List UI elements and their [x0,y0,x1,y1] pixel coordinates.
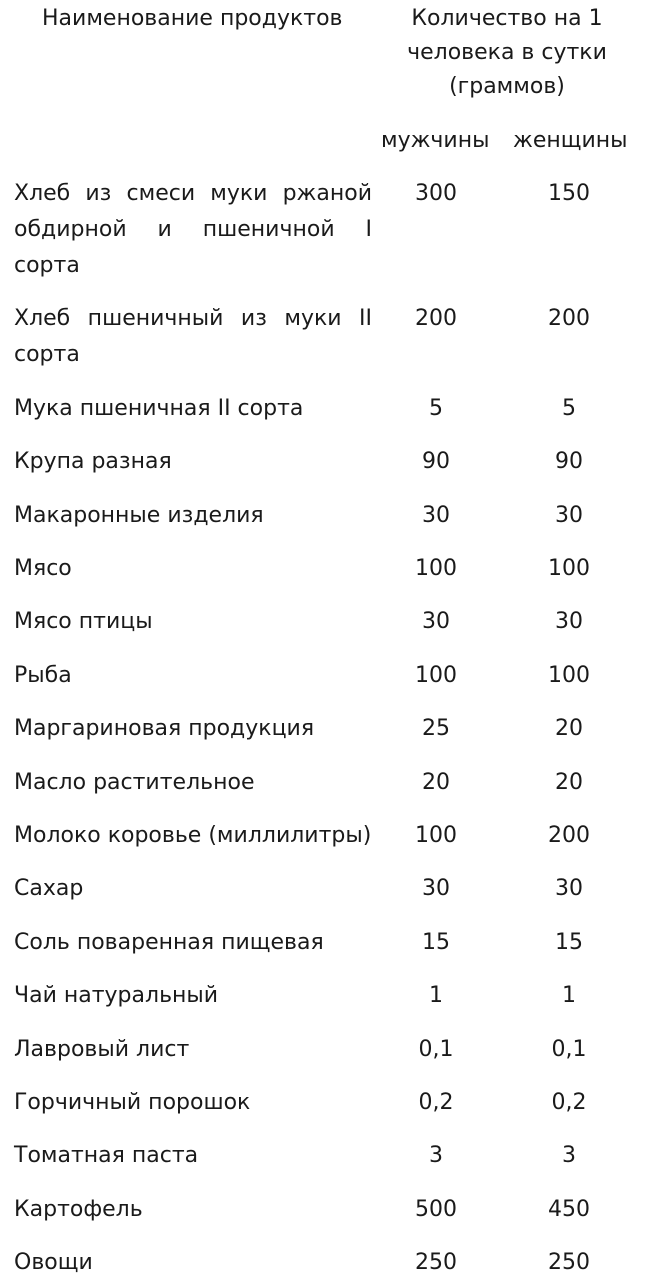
table-row [0,1192,651,1228]
product-name: Томатная паста [14,1143,199,1169]
product-name: Масло растительное [14,769,255,795]
women-quantity: 30 [555,502,583,528]
product-name: Чай натуральный [14,983,219,1009]
men-quantity: 200 [415,306,457,332]
men-quantity: 30 [422,502,450,528]
table-row [0,604,651,640]
men-quantity: 90 [422,449,450,475]
header-product-name: Наименование продуктов [42,6,343,31]
men-quantity: 3 [429,1143,443,1169]
header-quantity-per-person: Количество на 1 человека в сутки (граммов) [407,6,607,99]
women-quantity: 250 [548,1250,590,1276]
product-name: Горчичный порошок [14,1090,251,1115]
table-row [0,765,651,801]
men-quantity: 30 [422,876,450,902]
table-row [0,1032,651,1068]
product-name: Молоко коровье (миллилитры) [14,823,372,848]
product-name: Лавровый лист [14,1036,190,1062]
table-row [0,301,651,373]
women-quantity: 100 [548,662,590,688]
men-quantity: 100 [415,662,457,688]
men-quantity: 30 [422,609,450,635]
women-quantity: 15 [555,929,583,955]
women-quantity: 0,1 [551,1036,587,1062]
product-name: Мука пшеничная II сорта [14,395,304,421]
product-name: Картофель [14,1196,143,1222]
product-name: Овощи [14,1250,93,1276]
women-quantity: 30 [555,609,583,635]
women-quantity: 200 [548,306,590,332]
product-name: Крупа разная [14,449,172,475]
men-quantity: 0,2 [418,1090,454,1115]
table-row [0,1138,651,1174]
header-men: мужчины [381,128,490,153]
women-quantity: 3 [562,1143,576,1169]
table-row [0,391,651,427]
women-quantity: 30 [555,876,583,902]
table-row [0,818,651,854]
women-quantity: 150 [548,181,590,206]
product-name: Мясо [14,556,72,581]
women-quantity: 90 [555,449,583,475]
product-name: Маргариновая продукция [14,716,315,742]
women-quantity: 5 [562,395,576,421]
men-quantity: 100 [415,556,457,581]
women-quantity: 450 [548,1196,590,1222]
table-row [0,925,651,961]
men-quantity: 1 [429,983,443,1009]
men-quantity: 20 [422,769,450,795]
table-row [0,498,651,534]
table-row [0,444,651,480]
product-name: Хлеб из смеси муки ржаной обдирной и пшеничной I сорта [14,181,372,278]
women-quantity: 20 [555,716,583,742]
women-quantity: 0,2 [551,1090,587,1115]
men-quantity: 100 [415,823,457,848]
men-quantity: 25 [422,716,450,742]
header-women: женщины [513,128,628,153]
men-quantity: 15 [422,929,450,955]
men-quantity: 5 [429,395,443,421]
women-quantity: 200 [548,823,590,848]
men-quantity: 250 [415,1250,457,1276]
product-name: Сахар [14,876,84,902]
women-quantity: 100 [548,556,590,581]
product-name: Мясо птицы [14,609,153,635]
product-name: Рыба [14,662,72,688]
table-row [0,1245,651,1281]
women-quantity: 20 [555,769,583,795]
product-name: Хлеб пшеничный из муки II сорта [14,306,372,368]
table-row [0,711,651,747]
table-row [0,551,651,587]
table-row [0,176,651,284]
men-quantity: 0,1 [418,1036,454,1062]
women-quantity: 1 [562,983,576,1009]
table-row [0,871,651,907]
product-name: Соль поваренная пищевая [14,929,324,955]
table-row [0,978,651,1014]
men-quantity: 300 [415,181,457,206]
table-row [0,658,651,694]
table-row [0,1085,651,1121]
men-quantity: 500 [415,1196,457,1222]
product-name: Макаронные изделия [14,502,264,528]
